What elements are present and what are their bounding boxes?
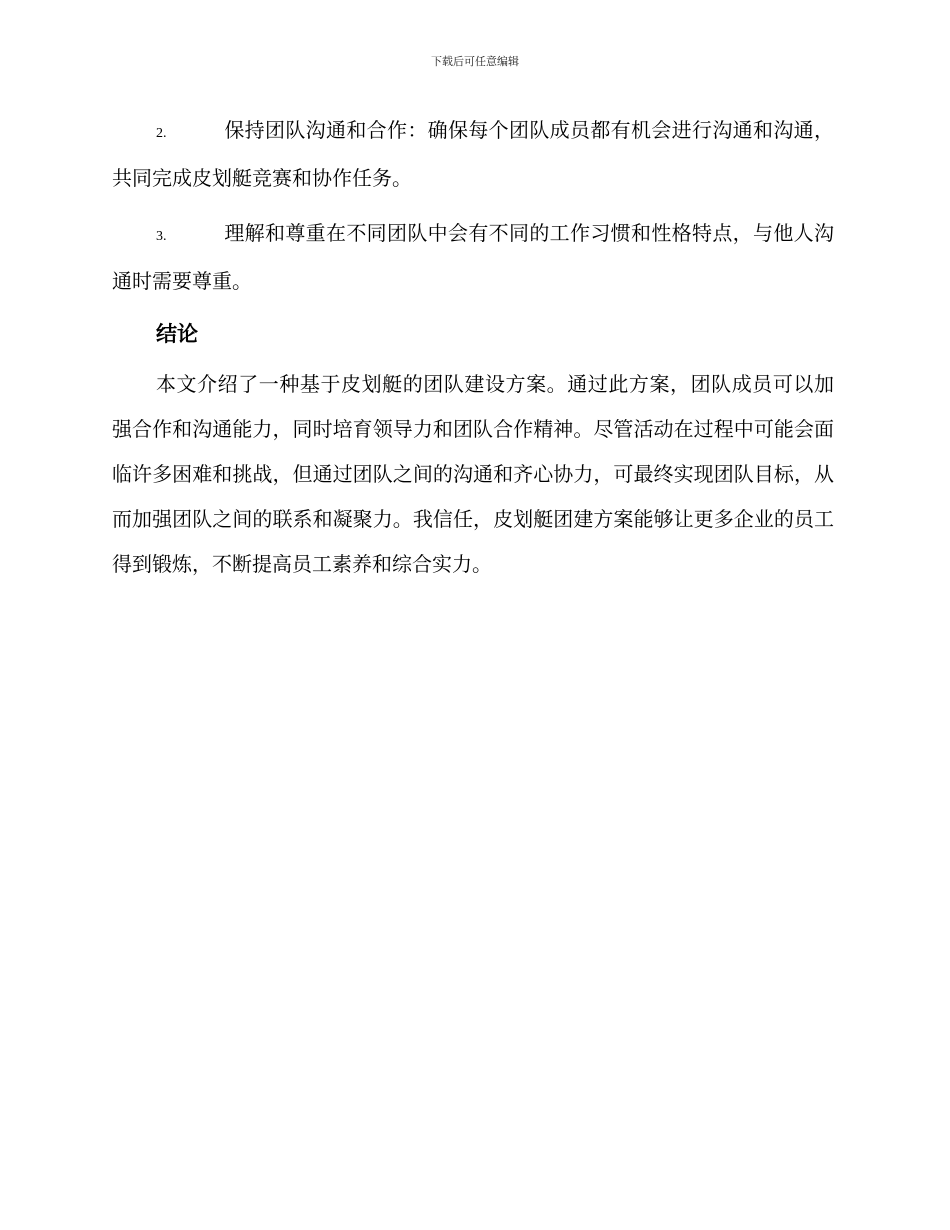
page-header: 下载后可任意编辑 bbox=[431, 55, 519, 68]
list-item-text: 保持团队沟通和合作：确保每个团队成员都有机会进行沟通和沟通，共同完成皮划艇竞赛和协作任务。 bbox=[112, 118, 834, 190]
conclusion-paragraph: 本文介绍了一种基于皮划艇的团队建设方案。通过此方案，团队成员可以加强合作和沟通能力，同时培育领导力和团队合作精神。尽管活动在过程中可能会面临许多困难和挑战，但通过团队之间的沟通和齐心协力，可最终实现团队目标，从而加强团队之间的联系和凝聚力。我信任，皮划艇团建方案能够让更多企业的员工得到锻炼，不断提高员工素养和综合实力。 bbox=[112, 372, 834, 576]
list-item-number: 2. bbox=[156, 126, 167, 141]
conclusion-heading: 结论 bbox=[156, 322, 198, 346]
document-content bbox=[112, 108, 834, 587]
list-item bbox=[112, 108, 834, 201]
list-item bbox=[112, 211, 834, 304]
list-item-number: 3. bbox=[156, 229, 167, 244]
list-item-text: 理解和尊重在不同团队中会有不同的工作习惯和性格特点，与他人沟通时需要尊重。 bbox=[112, 221, 834, 293]
